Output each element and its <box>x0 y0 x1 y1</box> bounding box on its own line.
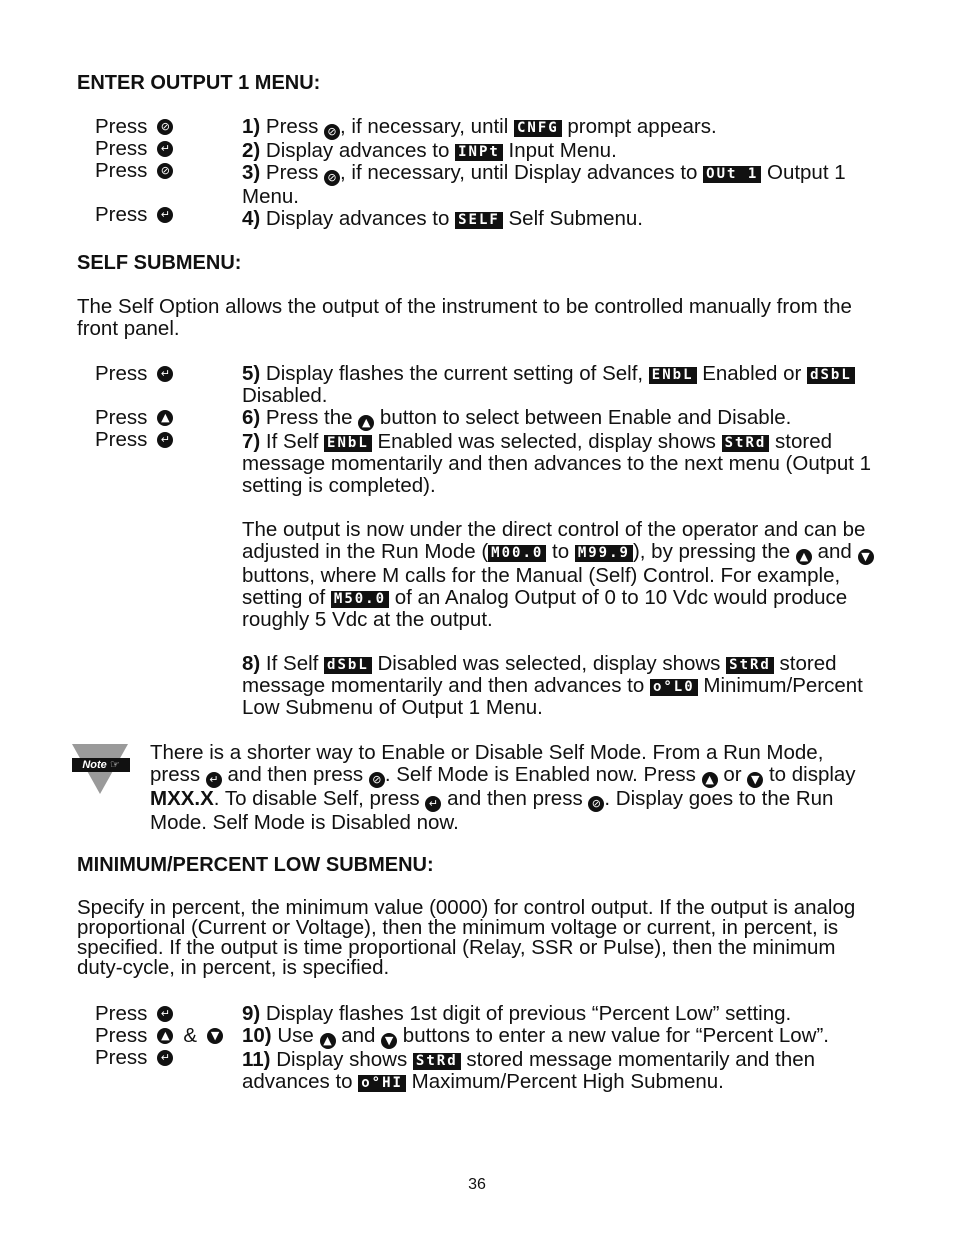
step-2: 2) Display advances to INPt Input Menu. <box>242 139 617 162</box>
up-icon: ▲ <box>157 1028 173 1044</box>
next-icon: ⊘ <box>324 124 340 140</box>
enter-icon: ↵ <box>157 207 173 223</box>
note-label: Note ☞ <box>72 758 130 772</box>
press-label: Press <box>95 1002 148 1025</box>
lcd-enbl: ENbL <box>324 435 372 452</box>
lcd-opl0: o°L0 <box>650 679 698 696</box>
enter-icon: ↵ <box>157 1006 173 1022</box>
step-9: 9) Display flashes 1st digit of previous “Percent Low” setting. <box>242 1002 792 1025</box>
next-icon: ⊘ <box>157 119 173 135</box>
enter-icon: ↵ <box>157 366 173 382</box>
lcd-m500: M50.0 <box>331 591 389 608</box>
step-7-details: The output is now under the direct control of the operator and can be adjusted in the Run Mode ( M00.0 to M99.9 ), by pressing the ▲ and ▼ buttons, where M calls for the Manual (Self) Control. For example, setting of M50.0 of an Analog Output of 0 to 10 Vdc would produce roughly 5 Vdc at the output. <box>242 519 882 631</box>
step-7: 7) If Self ENbL Enabled was selected, display shows StRd stored message momentarily and then advances to the next menu (Output 1 setting is completed). <box>242 430 872 497</box>
press-label: Press <box>95 115 148 138</box>
steps-1-4 <box>242 116 882 230</box>
lcd-dsbl: dSbL <box>324 657 372 674</box>
up-icon: ▲ <box>157 410 173 426</box>
steps-5-8 <box>242 363 882 719</box>
section-heading-min-percent-low: MINIMUM/PERCENT LOW SUBMENU: <box>77 854 434 876</box>
up-icon: ▲ <box>320 1033 336 1049</box>
lcd-self: SELF <box>455 212 503 229</box>
steps-9-11 <box>242 1003 882 1093</box>
step-3: 3) Press ⊘ , if necessary, until Display advances to OUt 1 Output 1 Menu. <box>242 161 846 208</box>
enter-icon: ↵ <box>206 772 222 788</box>
next-icon: ⊘ <box>324 170 340 186</box>
next-icon: ⊘ <box>157 163 173 179</box>
step-8: 8) If Self dSbL Disabled was selected, display shows StRd stored message momentarily and then advances to o°L0 Minimum/Percent Low Submenu of Output 1 Menu. <box>242 652 863 719</box>
lcd-m999: M99.9 <box>575 545 633 562</box>
up-icon: ▲ <box>702 772 718 788</box>
lcd-m000: M00.0 <box>488 545 546 562</box>
step-5: 5) Display flashes the current setting of Self, ENbL Enabled or dSbL Disabled. <box>242 363 882 407</box>
down-icon: ▼ <box>747 772 763 788</box>
down-icon: ▼ <box>381 1033 397 1049</box>
next-icon: ⊘ <box>369 772 385 788</box>
step-10: 10) Use ▲ and ▼ buttons to enter a new value for “Percent Low”. <box>242 1024 829 1047</box>
press-label: Press <box>95 203 148 226</box>
down-icon: ▼ <box>858 549 874 565</box>
down-icon: ▼ <box>207 1028 223 1044</box>
enter-icon: ↵ <box>157 1050 173 1066</box>
lcd-ophi: o°HI <box>358 1075 406 1092</box>
min-percent-paragraph: Specify in percent, the minimum value (0000) for control output. If the output is analog proportional (Current or Voltage), then the minimum voltage or current, in percent, is specified. If the output is time proportional (Relay, SSR or Pulse), then the minimum duty-cycle, in percent, is specified. <box>77 896 856 979</box>
press-label: Press <box>95 362 148 385</box>
press-column-3 <box>95 1003 223 1069</box>
lcd-enbl: ENbL <box>649 367 697 384</box>
enter-icon: ↵ <box>157 141 173 157</box>
press-label: Press <box>95 137 148 160</box>
press-label: Press <box>95 428 148 451</box>
next-icon: ⊘ <box>588 796 604 812</box>
lcd-strd: StRd <box>722 435 770 452</box>
lcd-strd: StRd <box>413 1053 461 1070</box>
section-heading-enter-output: ENTER OUTPUT 1 MENU: <box>77 72 321 94</box>
step-11: 11) Display shows StRd stored message momentarily and then advances to o°HI Maximum/Percent High Submenu. <box>242 1048 816 1093</box>
press-label: Press <box>95 1046 148 1069</box>
lcd-cnfg: CNFG <box>514 120 562 137</box>
enter-icon: ↵ <box>425 796 441 812</box>
press-label: Press <box>95 159 148 182</box>
press-label: Press <box>95 1024 148 1047</box>
step-4: 4) Display advances to SELF Self Submenu. <box>242 207 643 230</box>
section-heading-self-submenu: SELF SUBMENU: <box>77 252 242 274</box>
page-number: 36 <box>468 1176 486 1193</box>
ampersand: & <box>183 1024 198 1047</box>
up-icon: ▲ <box>358 415 374 431</box>
up-icon: ▲ <box>796 549 812 565</box>
lcd-inpt: INPt <box>455 144 503 161</box>
press-column-2 <box>95 363 173 451</box>
note-text: There is a shorter way to Enable or Disable Self Mode. From a Run Mode, press ↵ and then press ⊘ . Self Mode is Enabled now. Press ▲ or ▼ to display MXX.X. To disable Self, press ↵ and then press ⊘ . Display goes to the Run Mode. Self Mode is Disabled now. <box>150 741 856 834</box>
step-6: 6) Press the ▲ button to select between Enable and Disable. <box>242 406 792 429</box>
enter-icon: ↵ <box>157 432 173 448</box>
press-label: Press <box>95 406 148 429</box>
lcd-out1: OUt 1 <box>703 166 761 183</box>
press-column-1 <box>95 116 173 226</box>
self-intro-paragraph: The Self Option allows the output of the instrument to be controlled manually from the front panel. <box>77 295 852 340</box>
step-1: 1) Press ⊘ , if necessary, until CNFG prompt appears. <box>242 115 717 138</box>
lcd-dsbl: dSbL <box>807 367 855 384</box>
lcd-strd: StRd <box>726 657 774 674</box>
